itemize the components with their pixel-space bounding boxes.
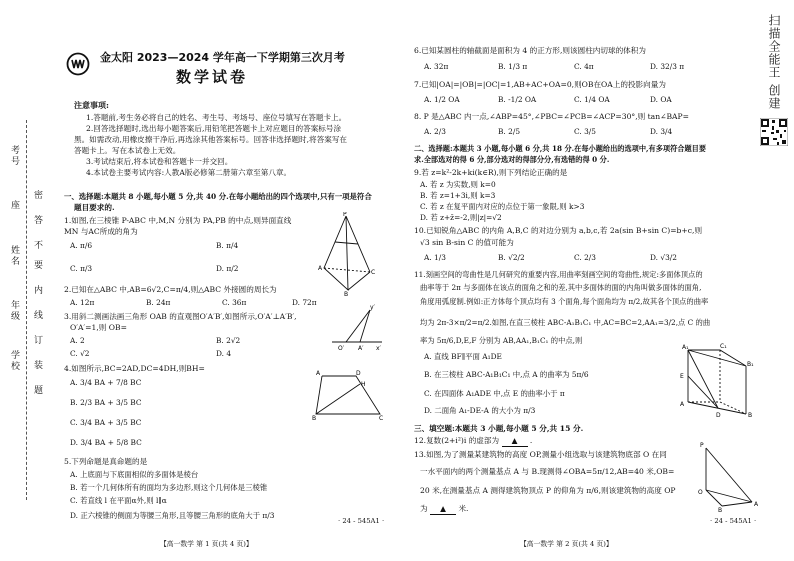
- label-cut: 订: [32, 335, 42, 346]
- q4-option-c: C. 3/4 BA + 3/5 BC: [70, 418, 142, 427]
- exam-subtitle: 数学试卷: [176, 68, 249, 86]
- q11-line-1: 11.刻画空间的弯曲性是几何研究的重要内容,用曲率刻画空间的弯曲性,规定:多面体顶点的: [414, 270, 703, 279]
- svg-text:B: B: [344, 291, 349, 296]
- q4-stem: 4.如图所示,BC=2AD,DC=4DH,则BH=: [64, 364, 205, 373]
- q10-option-c: C. 2/3: [574, 253, 596, 262]
- svg-text:C₁: C₁: [720, 343, 727, 350]
- svg-text:C: C: [379, 415, 384, 420]
- notes-item-5: 3.考试结束后,将本试卷和答题卡一并交回。: [86, 157, 233, 166]
- q7-option-b: B. -1/2 OA: [498, 95, 537, 104]
- q3-option-b: B. 2√2: [216, 336, 241, 345]
- q6-stem: 6.已知某圆柱的轴截面是面积为 4 的正方形,则该圆柱内切球的体积为: [414, 46, 646, 55]
- q1-option-d: D. π/2: [216, 264, 239, 273]
- q8-option-b: B. 2/5: [498, 127, 521, 136]
- section1-line2: 题目要求的.: [74, 203, 115, 212]
- left-footer-code: · 24 - 545A1 ·: [338, 517, 385, 525]
- q3-oblique-figure: [330, 302, 384, 352]
- q10-option-d: D. √3/2: [650, 253, 677, 262]
- q11-option-d: D. 二面角 A₁-DE-A 的大小为 π/3: [424, 406, 536, 415]
- label-grade: 年级: [9, 300, 19, 322]
- notes-item-2: 2.回答选择题时,选出每小题答案后,用铅笔把答题卡上对应题目的答案标号涂: [86, 124, 342, 133]
- q12-stem-tail: .: [529, 436, 533, 445]
- q13-building-figure: [692, 440, 762, 512]
- q4-trapezoid-figure: [312, 366, 386, 420]
- q13-line-2: 一水平面内的两个测量基点 A 与 B.现测得∠OBA=5π/12,AB=40 米,OB=: [420, 467, 675, 476]
- label-answer: 答: [32, 215, 42, 226]
- q3-stem-2: O′A′=1,则 OB=: [70, 323, 127, 332]
- q13-line-4-tail: 米.: [458, 504, 469, 513]
- qr-code-icon[interactable]: [760, 118, 788, 146]
- label-topic: 题: [32, 385, 42, 396]
- right-footer-code: · 24 - 545A1 ·: [710, 517, 757, 525]
- q2-stem: 2.已知在△ABC 中,AB=6√2,C=π/4,则△ABC 外接圆的周长为: [64, 285, 277, 294]
- svg-text:y′: y′: [370, 304, 375, 311]
- q10-stem-2: √3 sin B-sin C 的值可能为: [420, 238, 514, 247]
- q2-option-b: B. 24π: [146, 298, 171, 307]
- svg-text:D: D: [356, 370, 361, 377]
- notes-item-3: 黑。如需改动,用橡皮擦干净后,再选涂其他答案标号。回答非选择题时,将答案写在: [74, 135, 348, 144]
- q7-option-c: C. 1/4 OA: [574, 95, 610, 104]
- q9-option-c: C. 若 z 在复平面内对应的点位于第一象限,则 k>3: [420, 202, 585, 211]
- q6-option-b: B. 1/3 π: [498, 62, 528, 71]
- q12-stem: [414, 436, 532, 447]
- svg-text:A₁: A₁: [682, 344, 689, 351]
- q10-stem-1: 10.已知锐角△ABC 的内角 A,B,C 的对边分别为 a,b,c,若 2a(sin B+sin C)=b+c,则: [414, 226, 703, 235]
- q11-prism-figure: [680, 340, 760, 418]
- q8-option-c: C. 3/5: [574, 127, 596, 136]
- q8-option-d: D. 3/4: [650, 127, 673, 136]
- q11-line-2: 曲率等于 2π 与多面体在该点的面角之和的差,其中多面体的面的内角叫做多面体的面角,: [420, 283, 702, 292]
- svg-text:D: D: [716, 412, 721, 418]
- svg-text:A′: A′: [358, 345, 364, 352]
- svg-text:P: P: [700, 442, 704, 449]
- q1-stem-2: MN 与AC所成的角为: [64, 227, 138, 236]
- q11-line-4: 均为 2π-3×π/2=π/2.如图,在直三棱柱 ABC-A₁B₁C₁ 中,AC=BC=2,AA₁=3/2,点 C 的曲: [420, 318, 711, 327]
- section1-line1: 一、选择题:本题共 8 小题,每小题 5 分,共 40 分.在每小题给出的四个选项中,只有一项是符合: [64, 192, 372, 201]
- q4-option-a: A. 3/4 BA + 7/8 BC: [70, 378, 142, 387]
- svg-text:C: C: [371, 269, 376, 276]
- svg-text:H: H: [361, 381, 366, 388]
- svg-text:B₁: B₁: [747, 361, 754, 368]
- svg-text:B: B: [718, 507, 723, 512]
- label-want: 要: [32, 260, 42, 271]
- label-seat: 座: [9, 200, 19, 211]
- section2-line2: 求.全部选对的得 6 分,部分选对的得部分分,有选错的得 0 分.: [414, 155, 610, 164]
- q12-answer-blank[interactable]: ▲: [502, 436, 528, 447]
- q2-option-a: A. 12π: [70, 298, 95, 307]
- q5-option-c: C. 若直线 l 在平面α外,则 l∥α: [70, 496, 167, 505]
- label-exam-no: 考号: [9, 145, 19, 167]
- exam-title: 金太阳 2023—2024 学年高一下学期第三次月考: [100, 51, 345, 64]
- publisher-logo-icon: [66, 52, 90, 76]
- q11-option-a: A. 直线 BF∥平面 A₁DE: [424, 352, 502, 361]
- q7-option-a: A. 1/2 OA: [424, 95, 460, 104]
- q9-option-b: B. 若 z=1+3i,则 k=3: [420, 191, 496, 200]
- binding-line: [26, 120, 27, 500]
- notes-item-6: 4.本试卷主要考试内容:人教A版必修第二册第六章至第八章。: [86, 168, 292, 177]
- q9-option-d: D. 若 z+z̄=-2,则|z|=√2: [420, 213, 502, 222]
- q7-option-d: D. OA: [650, 95, 672, 104]
- binding-strip: [0, 0, 52, 561]
- q10-option-b: B. √2/2: [498, 253, 525, 262]
- q5-option-b: B. 若一个几何体所有的面均为多边形,则这个几何体是三棱锥: [70, 483, 268, 492]
- q1-option-b: B. π/4: [216, 241, 239, 250]
- svg-text:B: B: [312, 415, 317, 420]
- label-bind: 装: [32, 360, 42, 371]
- q3-stem-1: 3.用斜二测画法画三角形 OAB 的直观图O′A′B′,如图所示,O′A′⊥A′B′,: [64, 312, 297, 321]
- q11-line-3: 角度用弧度制.例如:正方体每个顶点均有 3 个面角,每个面角均为 π/2,故其各个顶点的曲率: [420, 297, 709, 306]
- q5-option-d: D. 正六棱锥的侧面为等腰三角形,且等腰三角形的底角大于 π/3: [70, 511, 275, 520]
- svg-text:B: B: [748, 412, 753, 418]
- q11-option-b: B. 在三棱柱 ABC-A₁B₁C₁ 中,点 A 的曲率为 5π/6: [424, 370, 589, 379]
- q13-line-4: [420, 504, 468, 515]
- q4-option-d: D. 3/4 BA + 5/8 BC: [70, 438, 142, 447]
- svg-text:A: A: [680, 401, 685, 408]
- q7-stem: 7.已知|OA|=|OB|=|OC|=1,AB+AC+OA=0,则OB在OA上的投影向量为: [414, 80, 666, 89]
- q1-option-c: C. π/3: [70, 264, 93, 273]
- q6-option-c: C. 4π: [574, 62, 594, 71]
- label-line: 线: [32, 310, 42, 321]
- svg-text:O: O: [698, 489, 703, 496]
- q6-option-d: D. 32/3 π: [650, 62, 685, 71]
- q11-option-c: C. 在四面体 A₁ADE 中,点 E 的曲率小于 π: [424, 389, 565, 398]
- q9-option-a: A. 若 z 为实数,则 k=0: [420, 180, 496, 189]
- svg-text:O′: O′: [338, 345, 345, 352]
- svg-text:x′: x′: [376, 345, 381, 352]
- notes-item-1: 1.答题前,考生务必将自己的姓名、考生号、考场号、座位号填写在答题卡上。: [86, 113, 347, 122]
- q4-option-b: B. 2/3 BA + 3/5 BC: [70, 398, 142, 407]
- left-footer-course: 【高一数学 第 1 页(共 4 页)】: [160, 540, 253, 548]
- q5-option-a: A. 上底面与下底面相似的多面体是棱台: [70, 470, 199, 479]
- q3-option-c: C. √2: [70, 349, 90, 358]
- q13-line-4-text: 为: [420, 504, 428, 513]
- q1-option-a: A. π/6: [70, 241, 93, 250]
- q8-stem: 8. P 是△ABC 内一点,∠ABP=45°,∠PBC=∠PCB=∠ACP=30°,则 tan∠BAP=: [414, 112, 689, 121]
- notes-heading: 注意事项:: [74, 100, 109, 110]
- q13-line-3: 20 米,在测量基点 A 测得建筑物顶点 P 的仰角为 π/6,则该建筑物的高度 OP: [420, 486, 676, 495]
- svg-text:E: E: [680, 373, 684, 380]
- notes-item-4: 答题卡上。写在本试卷上无效。: [74, 146, 181, 155]
- watermark-text: 扫描全能王 创建: [767, 14, 781, 110]
- label-in: 内: [32, 285, 42, 296]
- section3-line: 三、填空题:本题共 3 小题,每小题 5 分,共 15 分.: [414, 424, 584, 433]
- q9-stem: 9.若 z=k²-2k+ki(k∈R),则下列结论正确的是: [414, 168, 568, 177]
- q3-option-a: A. 2: [70, 336, 85, 345]
- label-no: 不: [32, 240, 42, 251]
- q6-option-a: A. 32π: [424, 62, 449, 71]
- q11-line-5: 率为 5π/6,D,E,F 分别为 AB,AA₁,B₁C₁ 的中点,则: [420, 336, 583, 345]
- svg-text:A: A: [318, 265, 323, 272]
- label-seal: 密: [32, 190, 42, 201]
- q2-option-c: C. 36π: [222, 298, 247, 307]
- q3-option-d: D. 4: [216, 349, 232, 358]
- right-footer-course: 【高一数学 第 2 页(共 4 页)】: [520, 540, 613, 548]
- label-school: 学校: [9, 350, 19, 372]
- q5-stem: 5.下列命题是真命题的是: [64, 457, 148, 466]
- q10-option-a: A. 1/3: [424, 253, 446, 262]
- svg-text:A: A: [316, 370, 321, 377]
- section2-line1: 二、选择题:本题共 3 小题,每小题 6 分,共 18 分.在每小题给出的选项中,有多项符合题目要: [414, 144, 707, 153]
- q13-line-1: 13.如图,为了测量某建筑物的高度 OP,测量小组选取与该建筑物底部 O 在同: [414, 450, 667, 459]
- q1-stem-1: 1.如图,在三棱锥 P-ABC 中,M,N 分别为 PA,PB 的中点,则异面直线: [64, 216, 292, 225]
- svg-text:A: A: [754, 501, 759, 508]
- q8-option-a: A. 2/3: [424, 127, 446, 136]
- svg-text:P: P: [343, 212, 347, 218]
- q1-pyramid-figure: [318, 212, 376, 296]
- q13-answer-blank[interactable]: ▲: [430, 504, 456, 515]
- q2-option-d: D. 72π: [292, 298, 317, 307]
- q12-stem-text: 12.复数(2+i²)i 的虚部为: [414, 436, 500, 445]
- label-name: 姓名: [9, 245, 19, 267]
